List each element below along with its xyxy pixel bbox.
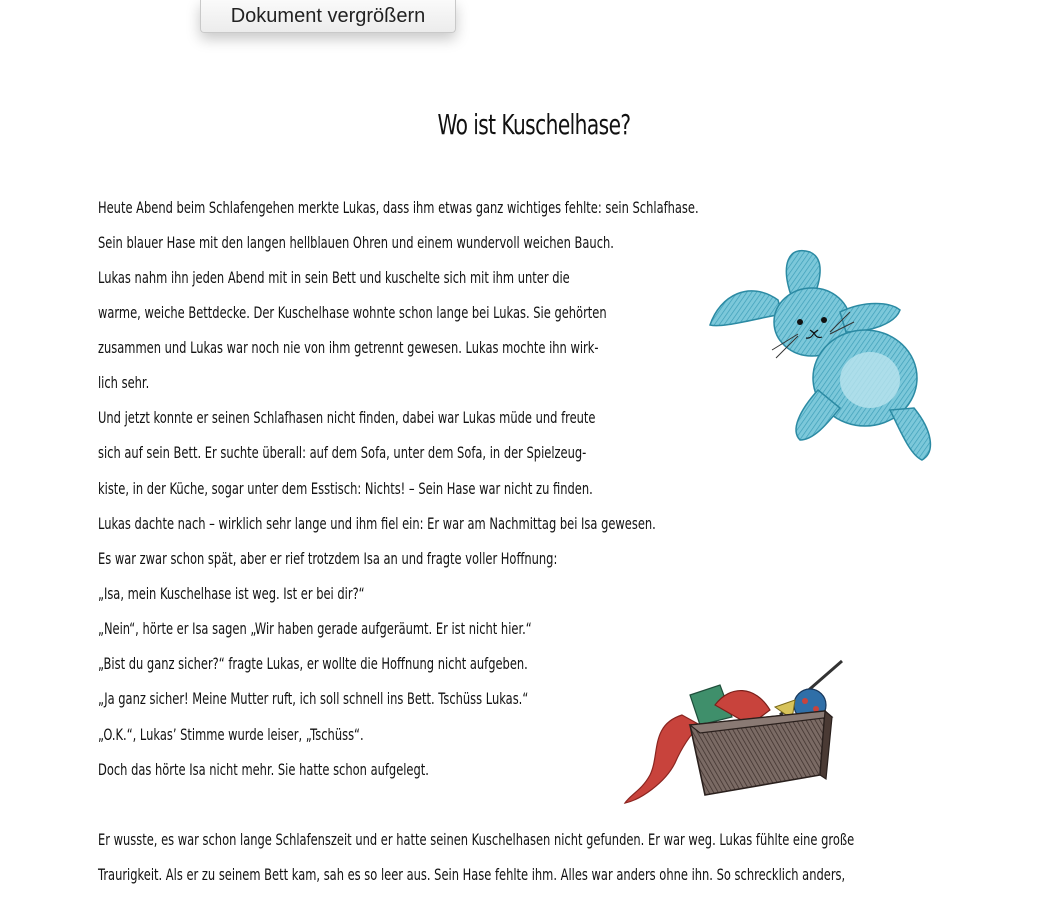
text-line: Und jetzt konnte er seinen Schlafhasen nicht finden, dabei war Lukas müde und freute	[98, 408, 596, 427]
text-line: Lukas nahm ihn jeden Abend mit in sein Bett und kuschelte sich mit ihm unter die	[98, 268, 570, 287]
text-line: Es war zwar schon spät, aber er rief trotzdem Isa an und fragte voller Hoffnung:	[98, 549, 558, 568]
text-line: sich auf sein Bett. Er suchte überall: auf dem Sofa, unter dem Sofa, in der Spielzeug-	[98, 443, 587, 462]
blue-bunny-icon	[700, 240, 960, 470]
story-title: Wo ist Kuschelhase?	[437, 108, 631, 141]
text-line: Sein blauer Hase mit den langen hellblauen Ohren und einem wundervoll weichen Bauch.	[98, 233, 614, 252]
toy-box-icon	[620, 655, 850, 810]
text-line: warme, weiche Bettdecke. Der Kuschelhase wohnte schon lange bei Lukas. Sie gehörten	[98, 303, 607, 322]
text-line: zusammen und Lukas war noch nie von ihm getrennt gewesen. Lukas mochte ihn wirk-	[98, 338, 599, 357]
text-line: lich sehr.	[98, 373, 150, 392]
text-line: „Isa, mein Kuschelhase ist weg. Ist er bei dir?“	[98, 584, 365, 603]
text-line: kiste, in der Küche, sogar unter dem Esstisch: Nichts! – Sein Hase war nicht zu finden.	[98, 479, 593, 498]
text-line: „Nein“, hörte er Isa sagen „Wir haben gerade aufgeräumt. Er ist nicht hier.“	[98, 619, 532, 638]
text-line: Lukas dachte nach – wirklich sehr lange und ihm fiel ein: Er war am Nachmittag bei Isa gewesen.	[98, 514, 656, 533]
text-line: „O.K.“, Lukas’ Stimme wurde leiser, „Tschüss“.	[98, 725, 364, 744]
text-line: „Ja ganz sicher! Meine Mutter ruft, ich soll schnell ins Bett. Tschüss Lukas.“	[98, 689, 529, 708]
text-line: Traurigkeit. Als er zu seinem Bett kam, sah es so leer aus. Sein Hase fehlte ihm. Alles war anders ohne ihn. So schrecklich anders,	[98, 865, 846, 884]
text-line: Doch das hörte Isa nicht mehr. Sie hatte schon aufgelegt.	[98, 760, 429, 779]
zoom-document-button[interactable]: Dokument vergrößern	[200, 0, 456, 33]
text-line: Er wusste, es war schon lange Schlafenszeit und er hatte seinen Kuschelhasen nicht gefunden. Er war weg. Lukas fühlte eine große	[98, 830, 855, 849]
text-line: „Bist du ganz sicher?“ fragte Lukas, er wollte die Hoffnung nicht aufgeben.	[98, 654, 528, 673]
text-line: Heute Abend beim Schlafengehen merkte Lukas, dass ihm etwas ganz wichtiges fehlte: sein Schlafhase.	[98, 198, 699, 217]
